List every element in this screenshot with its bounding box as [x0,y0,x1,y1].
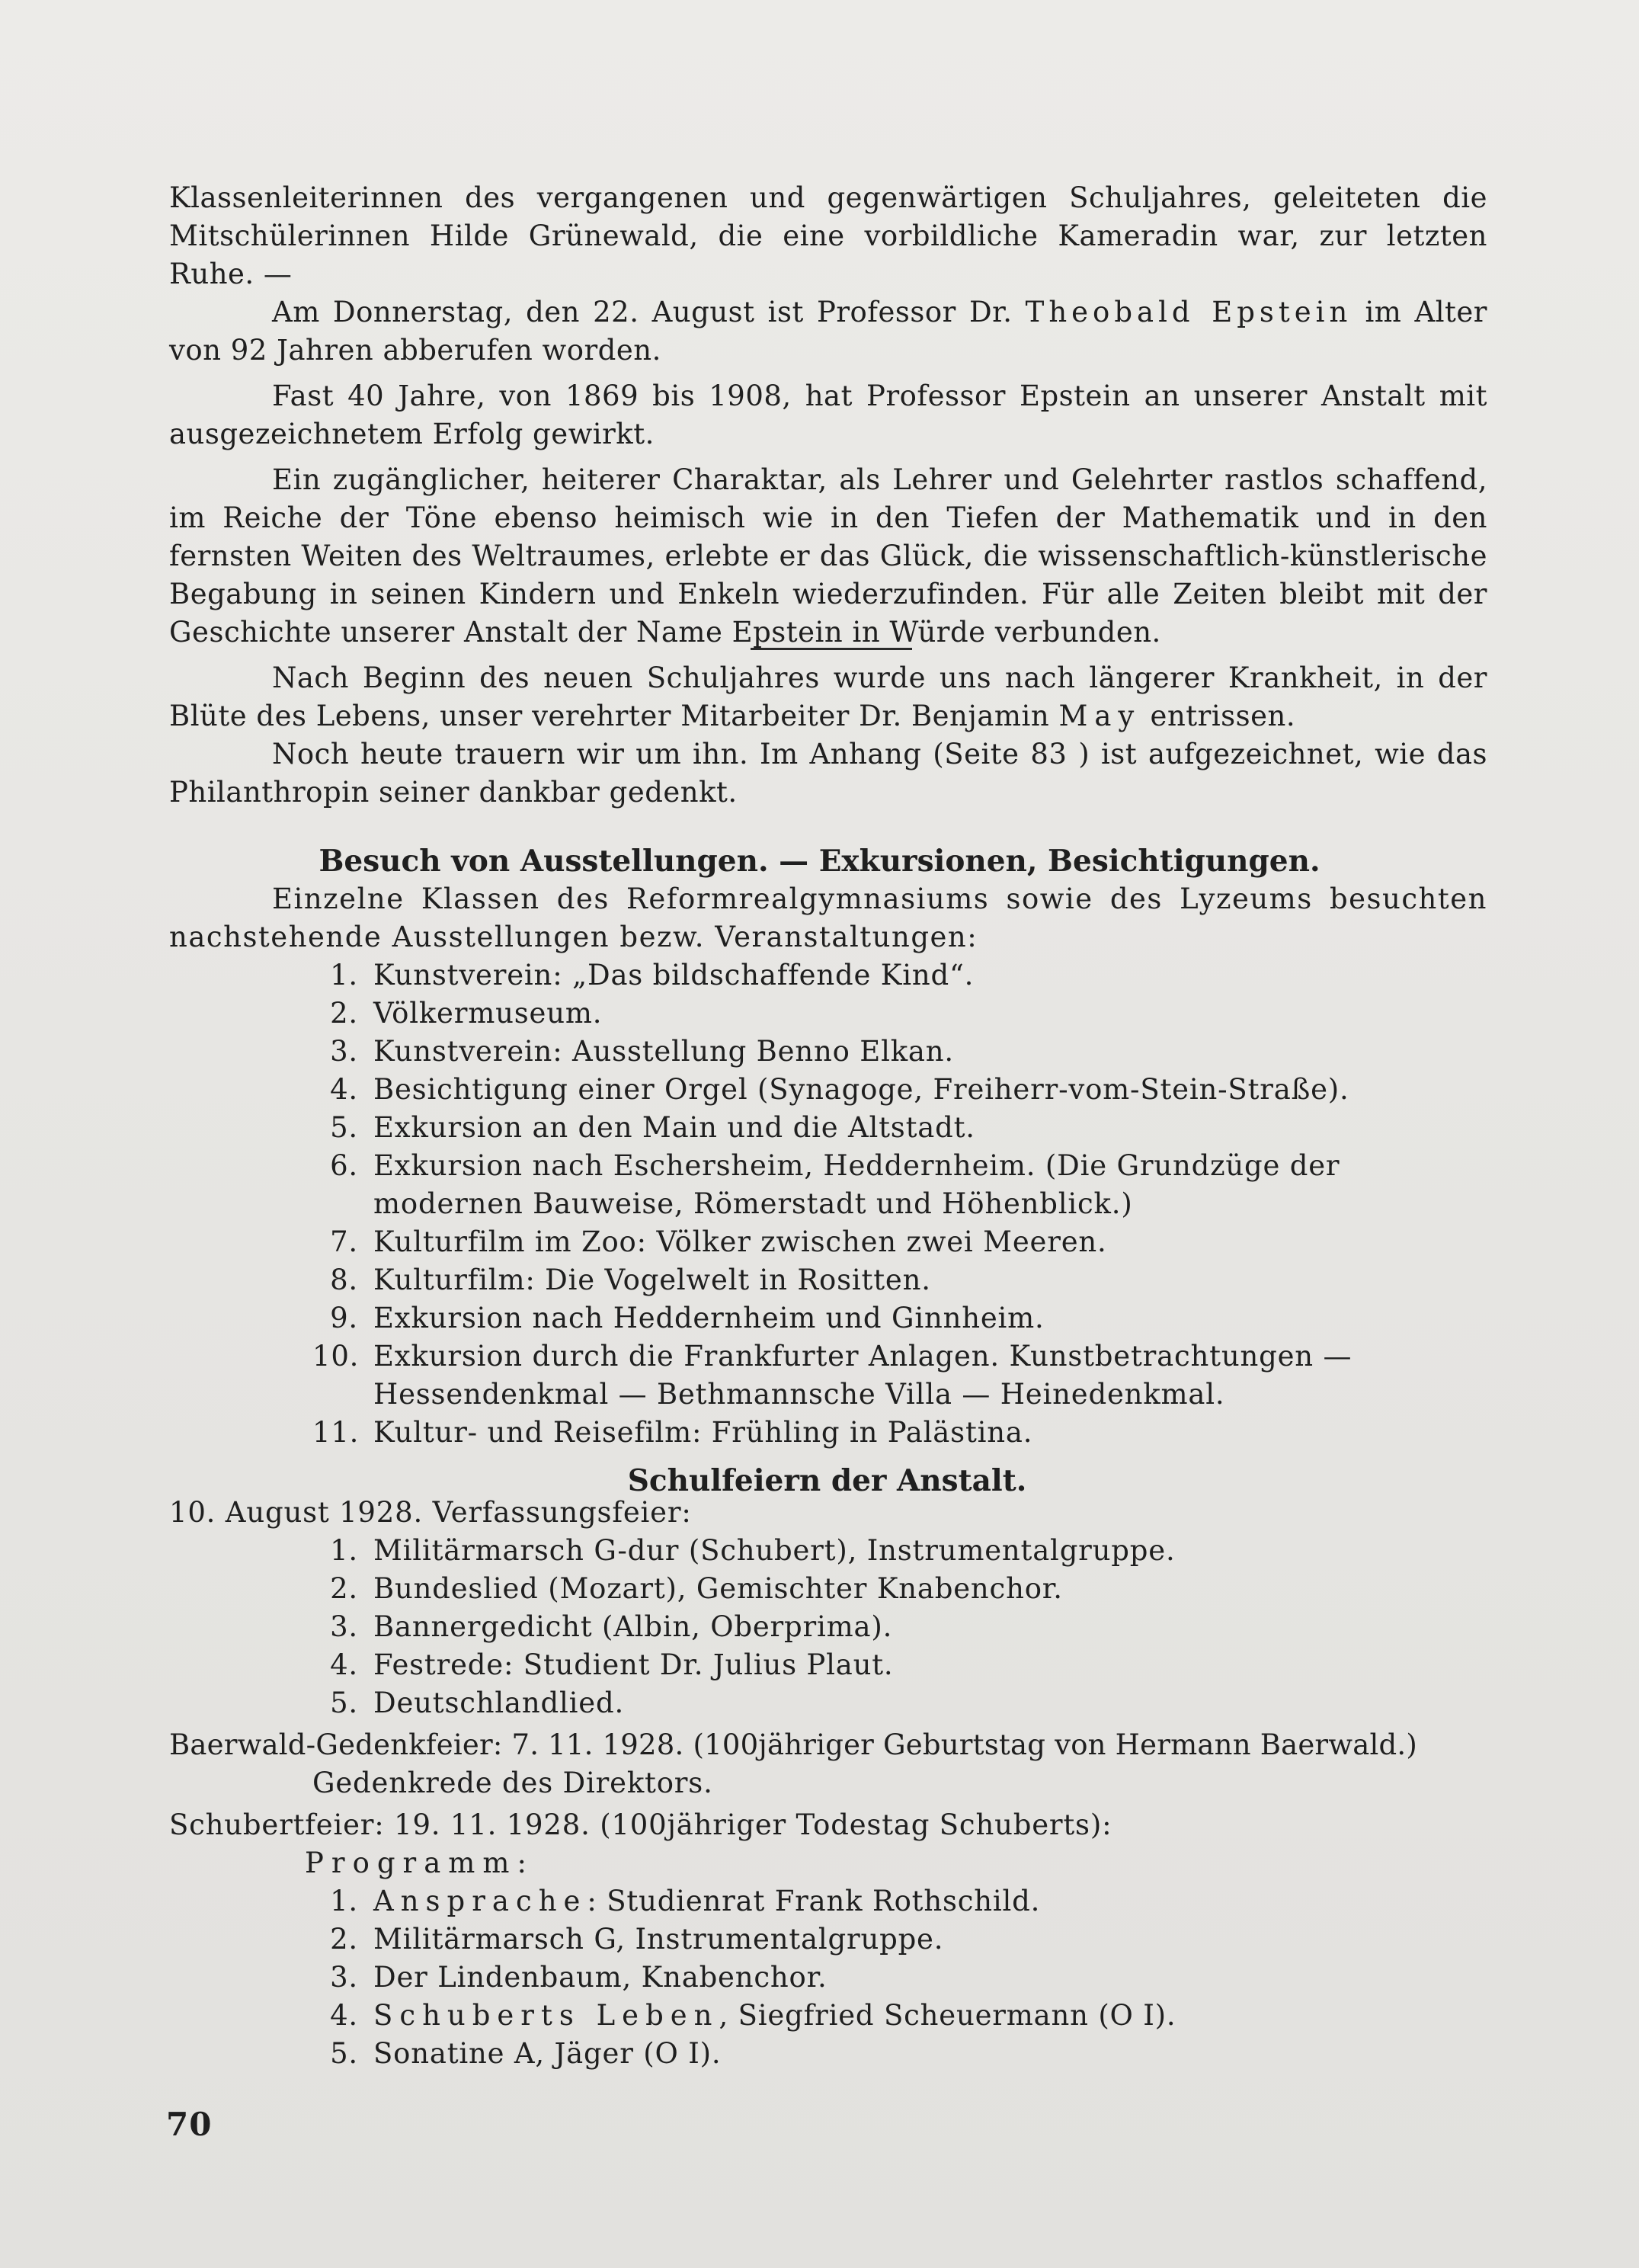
list-item: 3. Kunstverein: Ausstellung Benno Elkan. [330,1035,954,1068]
list-item: 3. Der Lindenbaum, Knabenchor. [330,1961,828,1994]
list-item: 4. Besichtigung einer Orgel (Synagoge, Freiherr-vom-Stein-Straße). [330,1073,1349,1106]
schubert-program-list [312,1882,1490,2073]
section-divider [751,648,912,650]
baerwald-line: Baerwald-Gedenkfeier: 7. 11. 1928. (100jähriger Geburtstag von Hermann Baerwald.) [169,1728,1417,1761]
paragraph-5-end: entrissen. [1141,700,1296,732]
list-item: 11. Kultur- und Reisefilm: Frühling in Palästina. [312,1416,1033,1449]
page-number: 70 [166,2106,213,2143]
list-item: 8. Kulturfilm: Die Vogelwelt in Rositten. [330,1264,931,1296]
list-item: 1. Ansprache: Studienrat Frank Rothschild. [330,1885,1041,1917]
celebrations-heading: Schulfeiern der Anstalt. [627,1463,1027,1498]
schubert-line: Schubertfeier: 19. 11. 1928. (100jähriger Todestag Schuberts): [169,1808,1112,1841]
paragraph-3: Fast 40 Jahre, von 1869 bis 1908, hat Professor Epstein an unserer Anstalt mit ausgezeichnetem Erfolg gewirkt. [169,380,1487,450]
paragraph-5-name: May [1058,700,1141,732]
list-item: 2. Bundeslied (Mozart), Gemischter Knabenchor. [330,1572,1063,1605]
list-item: 5. Sonatine A, Jäger (O I). [330,2037,722,2070]
paragraph-2-name: Theobald Epstein [1025,296,1352,328]
list-item: 5. Exkursion an den Main und die Altstadt. [330,1111,975,1144]
list-item: 2. Militärmarsch G, Instrumentalgruppe. [330,1923,944,1956]
paragraph-1: Klassenleiterinnen des vergangenen und gegenwärtigen Schuljahres, geleiteten die Mitschülerinnen Hilde Grünewald, die eine vorbildliche Kameradin war, zur letzten Ruhe. — [169,181,1487,290]
list-item: 5. Deutschlandlied. [330,1687,625,1719]
programm-label: Programm: [305,1847,534,1879]
list-item: 4. Schuberts Leben, Siegfried Scheuermann (O I). [330,1999,1176,2032]
list-item: 6. Exkursion nach Eschersheim, Heddernheim. (Die Grundzüge der modernen Bauweise, Römerstadt und Höhenblick.) [330,1149,1340,1220]
excursions-list [312,956,1490,1452]
paragraph-5-start: Nach Beginn des neuen Schuljahres wurde uns nach längerer Krankheit, in der Blüte des Lebens, unser verehrter Mitarbeiter Dr. Benjamin [169,662,1487,732]
list-item: 3. Bannergedicht (Albin, Oberprima). [330,1610,893,1643]
paragraph-2-end: im Alter von 92 Jahren abberufen worden. [169,296,1487,367]
paragraph-2 [169,293,1487,370]
excursions-heading: Besuch von Ausstellungen. — Exkursionen, Besichtigungen. [319,844,1320,879]
list-item: 10. Exkursion durch die Frankfurter Anlagen. Kunstbetrachtungen — Hessendenkmal — Bethmannsche Villa — Heinedenkmal. [312,1340,1352,1411]
baerwald-sub: Gedenkrede des Direktors. [312,1767,713,1799]
list-item: 9. Exkursion nach Heddernheim und Ginnheim. [330,1302,1045,1334]
excursions-intro-block [169,880,1487,956]
paragraph-4: Ein zugänglicher, heiterer Charaktar, als Lehrer und Gelehrter rastlos schaffend, im Reiche der Töne ebenso heimisch wie in den Tiefen der Mathematik und in den fernsten Weiten des Weltraumes, erlebte er das Glück, die wissenschaftlich-künstlerische Begabung in seinen Kindern und Enkeln wiederzufinden. Für alle Zeiten bleibt mit der Geschichte unserer Anstalt der Name Epstein in Würde verbunden. [169,463,1487,649]
list-item: 1. Militärmarsch G-dur (Schubert), Instrumentalgruppe. [330,1534,1176,1567]
excursions-intro: Einzelne Klassen des Reformrealgymnasiums sowie des Lyzeums besuchten nachstehende Ausstellungen bezw. Veranstaltungen: [169,883,1487,953]
paragraph-6: Noch heute trauern wir um ihn. Im Anhang (Seite 83 ) ist aufgezeichnet, wie das Philanthropin seiner dankbar gedenkt. [169,738,1487,809]
list-item: 2. Völkermuseum. [330,997,603,1030]
top-text-block [169,179,1487,652]
verfassung-title: 10. August 1928. Verfassungsfeier: [169,1496,692,1529]
may-text-block [169,659,1487,812]
paragraph-5 [169,659,1487,735]
list-item: 4. Festrede: Studient Dr. Julius Plaut. [330,1648,894,1681]
list-item: 7. Kulturfilm im Zoo: Völker zwischen zwei Meeren. [330,1225,1107,1258]
paragraph-2-start: Am Donnerstag, den 22. August ist Professor Dr. [272,296,1026,328]
list-item: 1. Kunstverein: „Das bildschaffende Kind“. [330,959,975,991]
verfassung-list [312,1532,1490,1722]
